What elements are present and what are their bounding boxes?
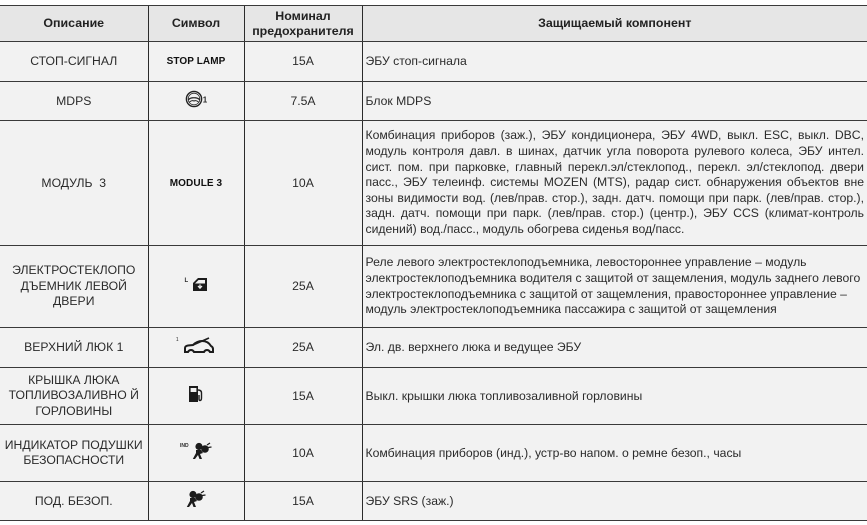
table-row (0, 425, 867, 482)
row-description: ВЕРХНИЙ ЛЮК 1 (0, 328, 148, 368)
row-component: Комбинация приборов (инд.), устр-во напом. о ремне безоп., часы (362, 425, 867, 482)
row-rating: 15A (244, 368, 362, 425)
sunroof-car-icon (182, 337, 216, 358)
row-component: Реле левого электростеклоподъемника, левостороннее управление – модуль электростеклоподъемника водителя с защитой от защемления, модуль заднего левого электростеклоподъемника с защитой от защемления, правостороннее управление – модуль электростеклоподъемника пассажира с защитой от защемления (362, 246, 867, 328)
window-lift-icon (192, 277, 208, 295)
row-symbol (148, 328, 244, 368)
row-symbol (148, 368, 244, 425)
row-component: Блок MDPS (362, 82, 867, 121)
table-row (0, 368, 867, 425)
symbol-suffix: 1 (202, 95, 208, 105)
row-description: КРЫШКА ЛЮКА ТОПЛИВОЗАЛИВНО Й ГОРЛОВИНЫ (0, 368, 148, 425)
row-component: ЭБУ стоп-сигнала (362, 42, 867, 82)
row-component: Эл. дв. верхнего люка и ведущее ЭБУ (362, 328, 867, 368)
row-symbol (148, 425, 244, 482)
row-symbol (148, 82, 244, 121)
table-row (0, 328, 867, 368)
row-description: МОДУЛЬ 3 (0, 121, 148, 246)
header-component: Защищаемый компонент (362, 6, 867, 42)
fuel-pump-icon (188, 385, 204, 406)
row-symbol (148, 482, 244, 521)
header-description: Описание (0, 6, 148, 42)
row-description: ПОД. БЕЗОП. (0, 482, 148, 521)
table-header-row (0, 6, 867, 42)
row-description: СТОП-СИГНАЛ (0, 42, 148, 82)
row-component: Выкл. крышки люка топливозаливной горловины (362, 368, 867, 425)
symbol-text: MODULE 3 (169, 177, 223, 189)
airbag-indicator-icon (192, 442, 212, 463)
table-row (0, 42, 867, 82)
row-description: ИНДИКАТОР ПОДУШКИ БЕЗОПАСНОСТИ (0, 425, 148, 482)
symbol-text: STOP LAMP (166, 56, 226, 68)
airbag-icon (186, 490, 206, 511)
row-rating: 15A (244, 482, 362, 521)
row-symbol (148, 121, 244, 246)
symbol-prefix: L (184, 278, 189, 285)
row-description: ЭЛЕКТРОСТЕКЛОПО ДЪЕМНИК ЛЕВОЙ ДВЕРИ (0, 246, 148, 328)
row-symbol (148, 42, 244, 82)
row-rating: 7.5A (244, 82, 362, 121)
row-rating: 10A (244, 425, 362, 482)
symbol-prefix: 1 (175, 336, 179, 343)
table-row (0, 482, 867, 521)
row-rating: 25A (244, 246, 362, 328)
row-rating: 10A (244, 121, 362, 246)
row-component: Комбинация приборов (заж.), ЭБУ кондиционера, ЭБУ 4WD, выкл. ESC, выкл. DBC, модуль контроля давл. в шинах, датчик угла поворота рулевого колеса, ЭБУ интел. сист. пом. при парковке, главный перекл.эл/стеклопод., перекл. эл/стеклопод. двери пасс., ЭБУ телеинф. системы MOZEN (MTS), радар сист. обнаружения объектов вне зоны видимости вод. (лев/прав. стор.), задн. датч. помощи при парк. (лев/прав. стор.), задн. датч. помощи при парк. (лев/прав. стор.) (центр.), ЭБУ CCS (климат-контроль сидений) вод./пасс., модуль обогрева сиденья вод/пасс. (362, 121, 867, 246)
row-component: ЭБУ SRS (заж.) (362, 482, 867, 521)
symbol-prefix: IND (179, 443, 189, 450)
steering-wheel-icon (185, 90, 203, 111)
row-rating: 25A (244, 328, 362, 368)
fuse-table (0, 5, 867, 521)
header-rating: Номинал предохранителя (244, 6, 362, 42)
header-symbol: Символ (148, 6, 244, 42)
table-row (0, 82, 867, 121)
row-rating: 15A (244, 42, 362, 82)
table-row (0, 246, 867, 328)
table-row (0, 121, 867, 246)
row-symbol (148, 246, 244, 328)
row-description: MDPS (0, 82, 148, 121)
